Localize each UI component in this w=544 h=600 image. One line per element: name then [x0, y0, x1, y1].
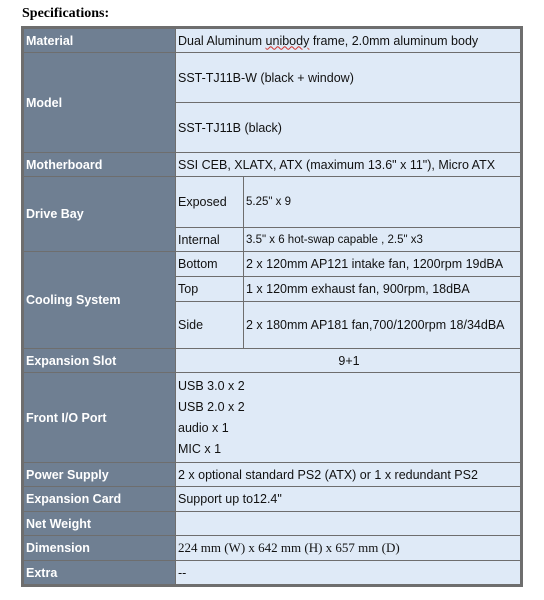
row-value-model-2: SST-TJ11B (black) — [176, 103, 521, 153]
table-row — [24, 463, 521, 487]
row-label-power-supply: Power Supply — [24, 463, 176, 487]
row-label-front-io: Front I/O Port — [24, 373, 176, 463]
sub-label-top: Top — [176, 277, 244, 302]
table-row — [24, 29, 521, 53]
spec-table — [23, 28, 521, 585]
table-row — [24, 53, 521, 103]
row-value-front-io — [176, 373, 521, 463]
table-row — [24, 349, 521, 373]
table-row — [24, 487, 521, 512]
row-label-cooling: Cooling System — [24, 252, 176, 349]
front-io-item: MIC x 1 — [178, 441, 222, 456]
row-value-power-supply: 2 x optional standard PS2 (ATX) or 1 x redundant PS2 — [176, 463, 521, 487]
table-row — [24, 177, 521, 228]
row-label-model: Model — [24, 53, 176, 153]
sub-label-exposed: Exposed — [176, 177, 244, 228]
sub-value-exposed: 5.25" x 9 — [244, 177, 521, 228]
table-row — [24, 153, 521, 177]
material-text-end: frame, 2.0mm aluminum body — [309, 33, 479, 48]
row-label-motherboard: Motherboard — [24, 153, 176, 177]
sub-label-side: Side — [176, 302, 244, 349]
row-label-expansion-card: Expansion Card — [24, 487, 176, 512]
table-row — [24, 373, 521, 463]
row-value-dimension: 224 mm (W) x 642 mm (H) x 657 mm (D) — [176, 536, 521, 561]
material-text-start: Dual Aluminum — [178, 33, 266, 48]
front-io-item: USB 3.0 x 2 — [178, 378, 245, 393]
row-label-extra: Extra — [24, 561, 176, 585]
row-value-model-1: SST-TJ11B-W (black + window) — [176, 53, 521, 103]
row-value-material — [176, 29, 521, 53]
table-row — [24, 252, 521, 277]
sub-value-side: 2 x 180mm AP181 fan,700/1200rpm 18/34dBA — [244, 302, 521, 349]
row-label-expansion-slot: Expansion Slot — [24, 349, 176, 373]
table-row — [24, 512, 521, 536]
row-label-dimension: Dimension — [24, 536, 176, 561]
page-title: Specifications: — [22, 6, 110, 21]
sub-value-bottom: 2 x 120mm AP121 intake fan, 1200rpm 19dBA — [244, 252, 521, 277]
row-label-net-weight: Net Weight — [24, 512, 176, 536]
row-value-expansion-card: Support up to12.4" — [176, 487, 521, 512]
sub-value-internal: 3.5" x 6 hot-swap capable , 2.5" x3 — [244, 228, 521, 252]
row-value-extra: -- — [176, 561, 521, 585]
row-label-material: Material — [24, 29, 176, 53]
row-value-expansion-slot: 9+1 — [176, 349, 521, 373]
sub-label-internal: Internal — [176, 228, 244, 252]
row-value-net-weight — [176, 512, 521, 536]
sub-label-bottom: Bottom — [176, 252, 244, 277]
spec-table-frame — [21, 26, 523, 587]
table-row — [24, 561, 521, 585]
row-value-motherboard: SSI CEB, XLATX, ATX (maximum 13.6" x 11"), Micro ATX — [176, 153, 521, 177]
row-label-drive-bay: Drive Bay — [24, 177, 176, 252]
table-row — [24, 536, 521, 561]
spellcheck-word: unibody — [265, 33, 310, 48]
sub-value-top: 1 x 120mm exhaust fan, 900rpm, 18dBA — [244, 277, 521, 302]
front-io-item: audio x 1 — [178, 420, 229, 435]
front-io-item: USB 2.0 x 2 — [178, 399, 245, 414]
